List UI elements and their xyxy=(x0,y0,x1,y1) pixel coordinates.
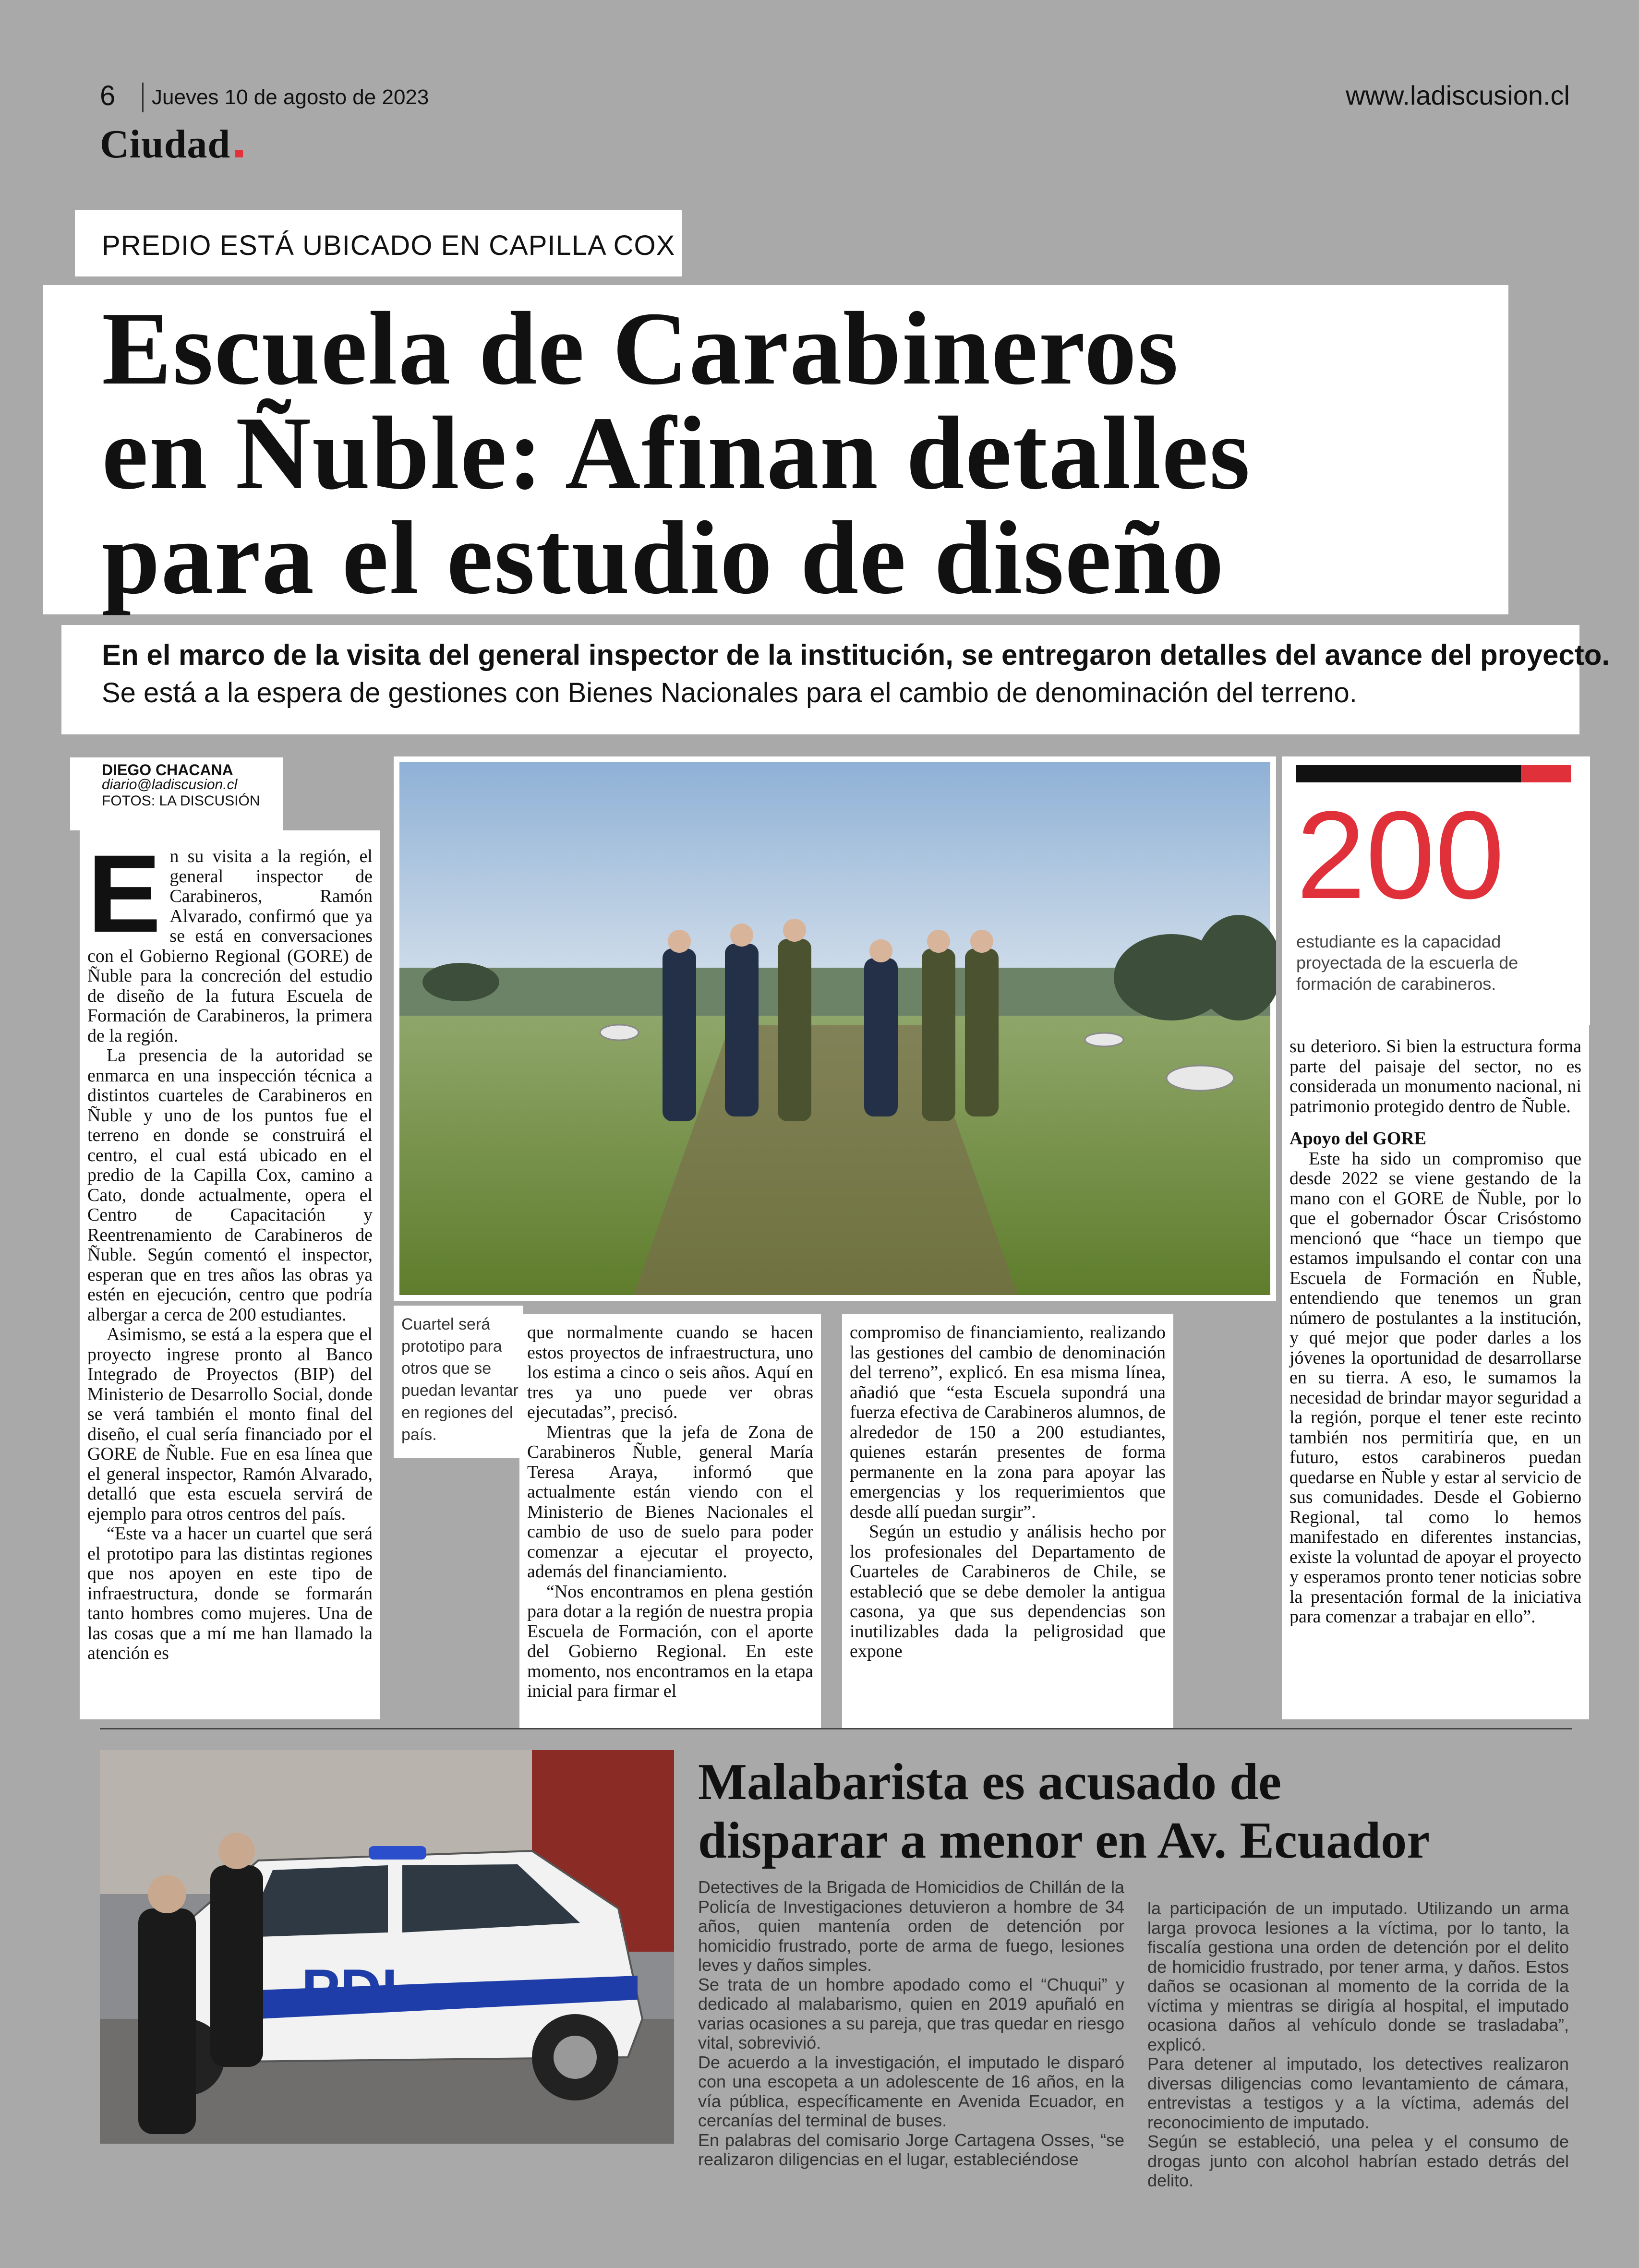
byline-photos: FOTOS: LA DISCUSIÓN xyxy=(102,793,260,809)
story2-column-2 xyxy=(1147,1899,1569,2191)
stat-number: 200 xyxy=(1296,786,1505,925)
story2-headline xyxy=(698,1753,1591,1870)
paragraph: Para detener al imputado, los detectives realizaron diversas diligencias como levantamiento de cámara, entrevistas a testigos y a la víctima, además del reconocimiento de imputado. xyxy=(1147,2054,1569,2132)
subhead: Apoyo del GORE xyxy=(1290,1128,1427,1149)
vehicle-label: PDI xyxy=(301,1957,398,2022)
article-column-4 xyxy=(1282,1025,1589,1719)
paragraph: Detectives de la Brigada de Homicidios de Chillán de la Policía de Investigaciones detuvieron a hombre de 34 años, quien mantenía orden de detención por homicidio frustrado, porte de arma de fuego, lesiones leves y daños simples. xyxy=(698,1877,1124,1975)
paragraph: La presencia de la autoridad se enmarca en una inspección técnica a distintos cuarteles de Carabineros en Ñuble y uno de los puntos fue el terreno en donde se construirá el centro, el cual está ubicado en el predio de la Capilla Cox, camino a Cato, donde actualmente, opera el Centro de Capacitación y Reentrenamiento de Carabineros de Ñuble. Según comentó el inspector, esperan que en tres años las obras ya estén en ejecución, centro que podría albergar a cerca de 200 estudiantes. xyxy=(87,1045,373,1325)
byline-name: DIEGO CHACANA xyxy=(102,761,233,779)
site-url[interactable]: www.ladiscusion.cl xyxy=(1346,80,1570,110)
deck: Se está a la espera de gestiones con Bienes Nacionales para el cambio de denominación del terreno. xyxy=(102,677,1357,708)
header-divider xyxy=(142,83,144,112)
kicker: PREDIO ESTÁ UBICADO EN CAPILLA COX xyxy=(102,230,675,261)
section-divider xyxy=(100,1728,1572,1729)
issue-date: Jueves 10 de agosto de 2023 xyxy=(152,85,429,109)
headline-line: en Ñuble: Afinan detalles xyxy=(102,396,1251,511)
paragraph: Mientras que la jefa de Zona de Carabineros Ñuble, general María Teresa Araya, informó que actualmente están viendo con el Ministerio de Bienes Nacionales el cambio de uso de suelo para poder comenzar a ejecutar el proyecto, además del financiamiento. xyxy=(527,1422,813,1582)
story2-column-1 xyxy=(698,1878,1124,2170)
headline-line: para el estudio de diseño xyxy=(102,500,1225,616)
headline-line: disparar a menor en Av. Ecuador xyxy=(698,1812,1430,1869)
drop-cap: E xyxy=(87,832,161,955)
stat-bar xyxy=(1296,765,1521,782)
page-number: 6 xyxy=(100,80,116,111)
paragraph: la participación de un imputado. Utilizando un arma larga provoca lesiones a la víctima, por lo tanto, la fiscalía gestiona una orden de detención por el delito de homicidio frustrado, por tener arma, y daños. Estos daños se ocasionan al momento de la corrida de la víctima y mientras se dirigía al hospital, el imputado ocasiona daños al vehículo donde se trasladaba”, explicó. xyxy=(1147,1898,1569,2054)
headline xyxy=(102,291,1494,616)
paragraph: n su visita a la región, el general inspector de Carabineros, Ramón Alvarado, confirmó que ya se está en conversaciones con el Gobierno Regional (GORE) de Ñuble para la concreción del estudio de diseño de la futura Escuela de Formación de Carabineros, la primera de la región. xyxy=(87,846,373,1046)
pdi-vehicle-illustration xyxy=(100,1750,674,2144)
paragraph: Según un estudio y análisis hecho por los profesionales del Departamento de Cuarteles de Carabineros de Chile, se estableció que se debe demoler la antigua casona, ya que sus dependencias son inutilizables dada la peligrosidad que expone xyxy=(850,1522,1166,1661)
section-title xyxy=(100,121,243,168)
main-photo xyxy=(394,756,1276,1301)
paragraph: En palabras del comisario Jorge Cartagena Osses, “se realizaron diligencias en el lugar, estableciéndose xyxy=(698,2130,1124,2169)
paragraph: Se trata de un hombre apodado como el “Chuqui” y dedicado al malabarismo, quien en 2019 apuñaló en varias ocasiones a su pareja, que tras quedar en riesgo vital, sobrevivió. xyxy=(698,1974,1124,2052)
article-column-1 xyxy=(80,830,380,1719)
paragraph: su deterioro. Si bien la estructura forma parte del paisaje del sector, no es considerada un monumento nacional, ni patrimonio protegido dentro de Ñuble. xyxy=(1290,1036,1581,1116)
paragraph: que normalmente cuando se hacen estos proyectos de infraestructura, uno los estima a cinco o seis años. Aquí en tres ya uno puede ver obras ejecutadas”, precisó. xyxy=(527,1322,813,1422)
section-dot xyxy=(235,150,243,157)
deck-bold: En el marco de la visita del general inspector de la institución, se entregaron detalles del avance del proyecto. xyxy=(102,639,1610,671)
paragraph: “Este va a hacer un cuartel que será el prototipo para las distintas regiones que nos apoyen en este tipo de infraestructura, donde se formarán tanto hombres como mujeres. Una de las cosas que a mí me han llamado la atención es xyxy=(87,1524,373,1663)
section-label: Ciudad xyxy=(100,122,231,167)
paragraph: Este ha sido un compromiso que desde 2022 se viene gestando de la mano con el GORE de Ñuble, por lo que el gobernador Óscar Crisóstomo mencionó que “hace un tiempo que estamos impulsando el contar con una Escuela de Formación en Ñuble, entendiendo que tenemos un gran número de postulantes a la institución, y qué mejor que poder darles a los jóvenes la oportunidad de desarrollarse en su tierra. A eso, le sumamos la necesidad de brindar mayor seguridad a la región, porque el tener este recinto también nos permitiría que, en un futuro, estos carabineros puedan quedarse en Ñuble y estar al servicio de sus comunidades. Desde el Gobierno Regional, tal como lo hemos manifestado en diferentes instancias, existe la voluntad de apoyar el proyecto y esperamos pronto tener noticias sobre la presentación formal de la iniciativa para comenzar a trabajar en ello”. xyxy=(1290,1148,1581,1627)
byline-email[interactable]: diario@ladiscusion.cl xyxy=(102,777,238,792)
stat-description: estudiante es la capacidad proyectada de la escuerla de formación de carabineros. xyxy=(1296,932,1518,994)
pdi-photo xyxy=(100,1750,674,2144)
paragraph: “Nos encontramos en plena gestión para dotar a la región de nuestra propia Escuela de Formación, con el aporte del Gobierno Regional. En este momento, nos encontramos en la etapa inicial para firmar el xyxy=(527,1581,813,1701)
article-column-3 xyxy=(842,1314,1173,1728)
headline-line: Malabarista es acusado de xyxy=(698,1753,1281,1811)
photo-caption: Cuartel será prototipo para otros que se puedan levantar en regiones del país. xyxy=(401,1315,518,1444)
stat-bar-accent xyxy=(1521,765,1571,782)
article-column-2 xyxy=(519,1314,821,1728)
paragraph: compromiso de financiamiento, realizando las gestiones del cambio de denominación del terreno”, explicó. En esa misma línea, añadió que “esta Escuela supondrá una fuerza efectiva de Carabineros alumnos, de alrededor de 150 a 200 estudiantes, quienes estarán presentes de forma permanente en la zona para apoyar las emergencias y los requerimientos que desde allí puedan surgir”. xyxy=(850,1322,1166,1522)
paragraph: De acuerdo a la investigación, el imputado le disparó con una escopeta a un adolescente de 16 años, en la vía pública, específicamente en Avenida Ecuador, en cercanías del terminal de buses. xyxy=(698,2052,1124,2130)
field-photo-illustration xyxy=(394,756,1276,1301)
paragraph: Según se estableció, una pelea y el consumo de drogas junto con alcohol habrían estado detrás del delito. xyxy=(1147,2132,1569,2190)
paragraph: Asimismo, se está a la espera que el proyecto ingrese pronto al Banco Integrado de Proyectos (BIP) del Ministerio de Desarrollo Social, donde se verá también el monto final del diseño, el cual sería financiado por el GORE de Ñuble. Fue en esa línea que el general inspector, Ramón Alvarado, detalló que esta escuela servirá de ejemplo para otros centros del país. xyxy=(87,1324,373,1524)
headline-line: Escuela de Carabineros xyxy=(102,291,1180,407)
